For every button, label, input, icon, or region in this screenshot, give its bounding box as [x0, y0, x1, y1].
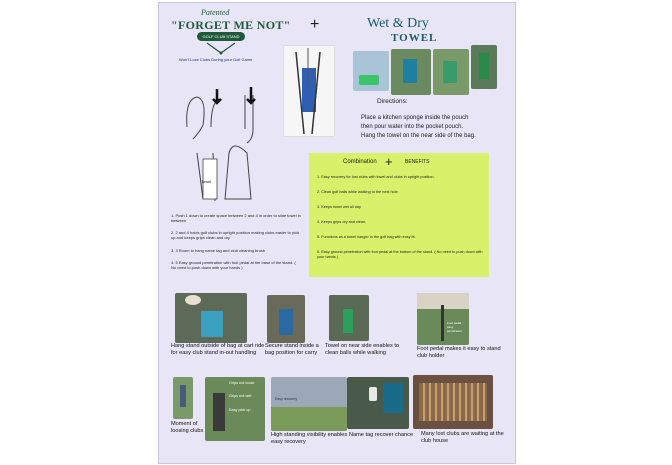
towel-diagram-label: Towel	[201, 179, 212, 184]
caption-foot-pedal: Foot pedal makes it easy to stand club holder	[417, 346, 501, 359]
step-4: 4. 5 Easy ground penetration with foot pedal at the base of the stand. ( No need to push down with your hands )	[171, 260, 296, 270]
directions-line-2: then pour water into the pocket pouch.	[361, 124, 464, 130]
caption-hang-stand: Hang stand outside of bag at cart ride for easy club stand in-out handling	[171, 343, 265, 356]
benefit-5: 5. Functions as a towel hanger in the golf bag with easy fit.	[317, 235, 416, 239]
secure-stand-photo	[267, 295, 305, 343]
moment-photo	[173, 377, 193, 419]
visibility-photo	[271, 377, 347, 431]
directions-line-1: Place a kitchen sponge inside the pouch	[361, 115, 469, 121]
tagline: Won't Lose Clubs During your Golf Game	[179, 57, 253, 62]
plus-sign: +	[310, 16, 320, 33]
name-tag-photo	[347, 377, 409, 429]
brand-wet-dry: Wet & Dry	[367, 16, 429, 31]
benefit-6: 6. Easy ground penetration with foot pedal at the bottom of the stand. ( No need to push down with your hands )	[317, 250, 483, 259]
caption-moment: Moment of loosing clubs	[171, 421, 204, 434]
combination-plus: +	[385, 154, 393, 169]
towel-near-side-photo	[329, 295, 369, 341]
benefit-2: 2. Clean golf balls while walking to the next hole.	[317, 190, 399, 194]
directions-line-3: Hang the towel on the near side of the bag.	[361, 133, 476, 139]
benefits-title: BENEFITS	[405, 159, 430, 165]
stand-logo-icon	[203, 41, 239, 55]
grip-overlay-3: Easy pick up	[229, 408, 251, 412]
benefit-1: 1. Easy recovery for lost clubs with towel and clubs in upright position.	[317, 175, 435, 179]
benefit-3: 3. Keeps towel wet all day	[317, 205, 361, 209]
hang-stand-photo	[175, 293, 247, 343]
caption-secure-stand: Secure stand inside a bag position for carry	[265, 343, 319, 356]
towel-hanging-photo	[471, 45, 497, 89]
patented-label: Patented	[201, 8, 230, 17]
grip-overlay-2: Grips not wet	[229, 394, 252, 398]
step-1: 1. Push 1 down to create space between 2 and 4 in order to slide towel in between	[171, 213, 301, 223]
directions-heading: Directions:	[377, 98, 408, 105]
combination-title: Combination	[343, 159, 377, 165]
combination-benefits-box	[309, 153, 489, 277]
caption-name-tag: Name tag recover chance	[349, 432, 414, 438]
golf-club-stand-badge: GOLF CLUB STAND	[197, 32, 245, 41]
stand-diagram	[167, 69, 277, 209]
brand-towel: TOWEL	[391, 32, 438, 44]
caption-visibility: High standing visibility enables easy recovery	[271, 432, 348, 445]
foot-pedal-overlay: Foot pedal easy penetration	[447, 321, 463, 333]
foot-pedal-photo	[417, 293, 469, 345]
step-3: 3. 3 Room to hang name tag and club cleaning brush	[171, 248, 266, 253]
caption-lost-clubs: Many lost clubs are waiting at the club house	[421, 431, 504, 444]
instruction-sheet	[158, 2, 516, 464]
step-2: 2. 2 and 4 holds golf clubs in upright position making clubs easier to pick up and keeps grips clean and dry	[171, 230, 300, 240]
lost-clubs-photo	[413, 375, 493, 429]
product-title: "FORGET ME NOT"	[171, 18, 291, 32]
grip-overlay-1: Grips not loose	[229, 381, 255, 385]
stand-product-photo	[283, 45, 335, 137]
bag-with-towel-photo	[391, 49, 431, 95]
caption-towel-near-side: Towel on near side enables to clean balls while walking	[325, 343, 400, 356]
visibility-overlay: Easy recovery	[275, 397, 298, 401]
benefit-4: 4. Keeps grips dry and clean.	[317, 220, 367, 224]
towel-pouch-photo	[433, 49, 469, 95]
sponge-photo	[353, 51, 389, 91]
golfer-grips-photo	[205, 377, 265, 441]
